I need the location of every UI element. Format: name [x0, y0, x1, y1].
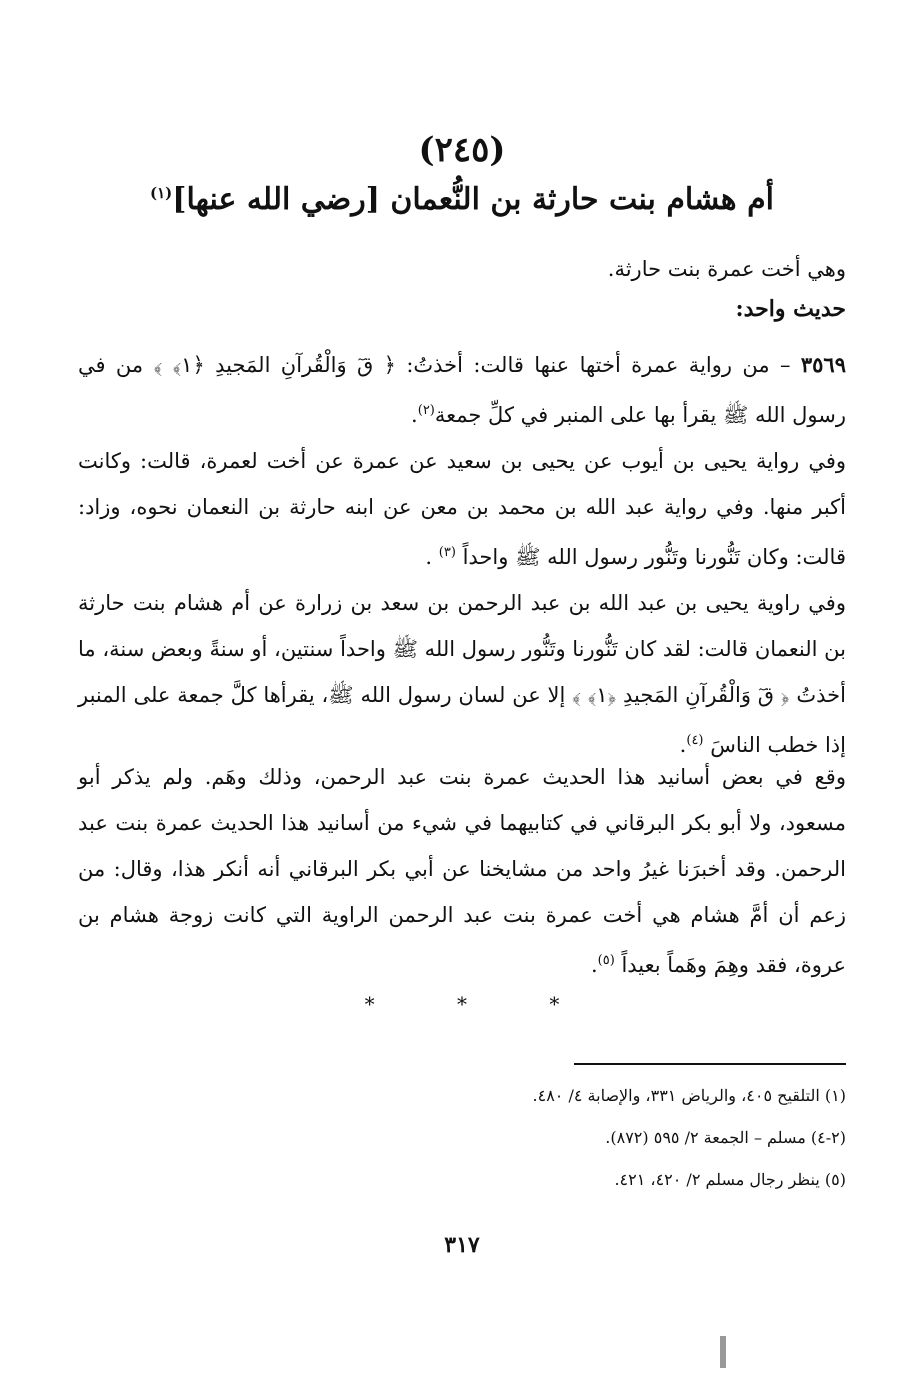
footnote-3: (٥) ينظر رجال مسلم ٢/ ٤٢٠، ٤٢١. — [614, 1170, 846, 1189]
paragraph-text: وفي راوية يحيى بن عبد الله بن عبد الرحمن بن سعد بن زرارة عن أم هشام بنت حارثة بن النعمان قالت: لقد كان تَنُّورنا وتَنُّور رسول الله ﷺ واحداً سنتين، أو سنةً وبعض سنة، ما أخذتُ ﴿ قٓ وَالْقُرآنِ المَجيدِ ﴿١﴾ ﴾ إلا عن لسان رسول الله ﷺ، يقرأها كلَّ جمعة على المنبر إذا خطب الناسَ — [78, 591, 846, 757]
hadith-footnote-ref: (٢) — [417, 403, 435, 418]
title-text: أم هشام بنت حارثة بن النُّعمان [رضي الله عنها] — [172, 182, 774, 217]
entry-number: (٢٤٥) — [418, 130, 506, 170]
paragraph-text: وقع في بعض أسانيد هذا الحديث عمرة بنت عبد الرحمن، وذلك وهَم. ولم يذكر أبو مسعود، ولا أبو بكر البرقاني في كتابيهما في شيء من أسانيد هذا الحديث عمرة بنت عبد الرحمن. وقد أخبرَنا غيرُ واحد من مشايخنا عن أبي بكر البرقاني أنه أنكر هذا، وقال: من زعم أن أمَّ هشام هي أخت عمرة بنت عبد الرحمن الراوية التي كانت زوجة هشام بن عروة، فقد وهِمَ وهَماً بعيداً — [78, 765, 846, 977]
paragraph-2: وفي راوية يحيى بن عبد الله بن عبد الرحمن بن سعد بن زرارة عن أم هشام بنت حارثة بن النعمان قالت: لقد كان تَنُّورنا وتَنُّور رسول الله ﷺ واحداً سنتين، أو سنةً وبعض سنة، ما أخذتُ ﴿ قٓ وَالْقُرآنِ المَجيدِ ﴿١﴾ ﴾ إلا عن لسان رسول الله ﷺ، يقرأها كلَّ جمعة على المنبر إذا خطب الناسَ $^{(٤)}$. — [78, 591, 846, 757]
entry-title — [80, 182, 844, 217]
scan-edge-mark — [720, 1336, 726, 1368]
intro-line: وهي أخت عمرة بنت حارثة. — [607, 257, 846, 281]
paragraph-text: وفي رواية يحيى بن أيوب عن يحيى بن سعيد عن عمرة عن أخت لعمرة، قالت: وكانت أكبر منها. وفي رواية عبد الله بن محمد بن معن عن ابنه حارثة بن النعمان نحوه، وزاد: قالت: وكان تَنُّورنا وتَنُّور رسول الله ﷺ واحداً — [78, 449, 846, 569]
title-footnote-ref: (١) — [150, 184, 173, 202]
section-separator: * * * — [364, 992, 598, 1016]
paragraph-footnote-ref: (٤) — [686, 733, 704, 748]
paragraph-footnote-ref: (٥) — [597, 953, 615, 968]
paragraph-1: وفي رواية يحيى بن أيوب عن يحيى بن سعيد عن عمرة عن أخت لعمرة، قالت: وكانت أكبر منها. وفي رواية عبد الله بن محمد بن معن عن ابنه حارثة بن النعمان نحوه، وزاد: قالت: وكان تَنُّورنا وتَنُّور رسول الله ﷺ واحداً $^{(٣)}$ . — [78, 449, 846, 569]
hadith-text: – من رواية عمرة أختها عنها قالت: أخذتُ: ﴿ قٓ وَالْقُرآنِ المَجيدِ ﴿١﴾ ﴾ من في رسول الله ﷺ يقرأ بها على المنبر في كلِّ جمعة — [78, 353, 846, 427]
subheading: حديث واحد: — [735, 296, 846, 322]
footnote-2: (٢-٤) مسلم – الجمعة ٢/ ٥٩٥ (٨٧٢). — [605, 1128, 846, 1147]
footnote-1: (١) التلقيح ٤٠٥، والرياض ٣٣١، والإصابة ٤/ ٤٨٠. — [532, 1086, 846, 1105]
footnote-rule — [574, 1063, 846, 1065]
page-number: ٣١٧ — [444, 1232, 480, 1258]
hadith-paragraph: ٣٥٦٩ – من رواية عمرة أختها عنها قالت: أخذتُ: ﴿ قٓ وَالْقُرآنِ المَجيدِ ﴿١﴾ ﴾ من في رسول الله ﷺ يقرأ بها على المنبر في كلِّ جمعة$^{(٢)}$. — [78, 352, 846, 427]
paragraph-3: وقع في بعض أسانيد هذا الحديث عمرة بنت عبد الرحمن، وذلك وهَم. ولم يذكر أبو مسعود، ولا أبو بكر البرقاني في كتابيهما في شيء من أسانيد هذا الحديث عمرة بنت عبد الرحمن. وقد أخبرَنا غيرُ واحد من مشايخنا عن أبي بكر البرقاني أنه أنكر هذا، وقال: من زعم أن أمَّ هشام هي أخت عمرة بنت عبد الرحمن الراوية التي كانت زوجة هشام بن عروة، فقد وهِمَ وهَماً بعيداً $^{(٥)}$. — [78, 765, 846, 977]
hadith-number: ٣٥٦٩ — [800, 352, 846, 377]
paragraph-footnote-ref: (٣) — [438, 545, 456, 560]
